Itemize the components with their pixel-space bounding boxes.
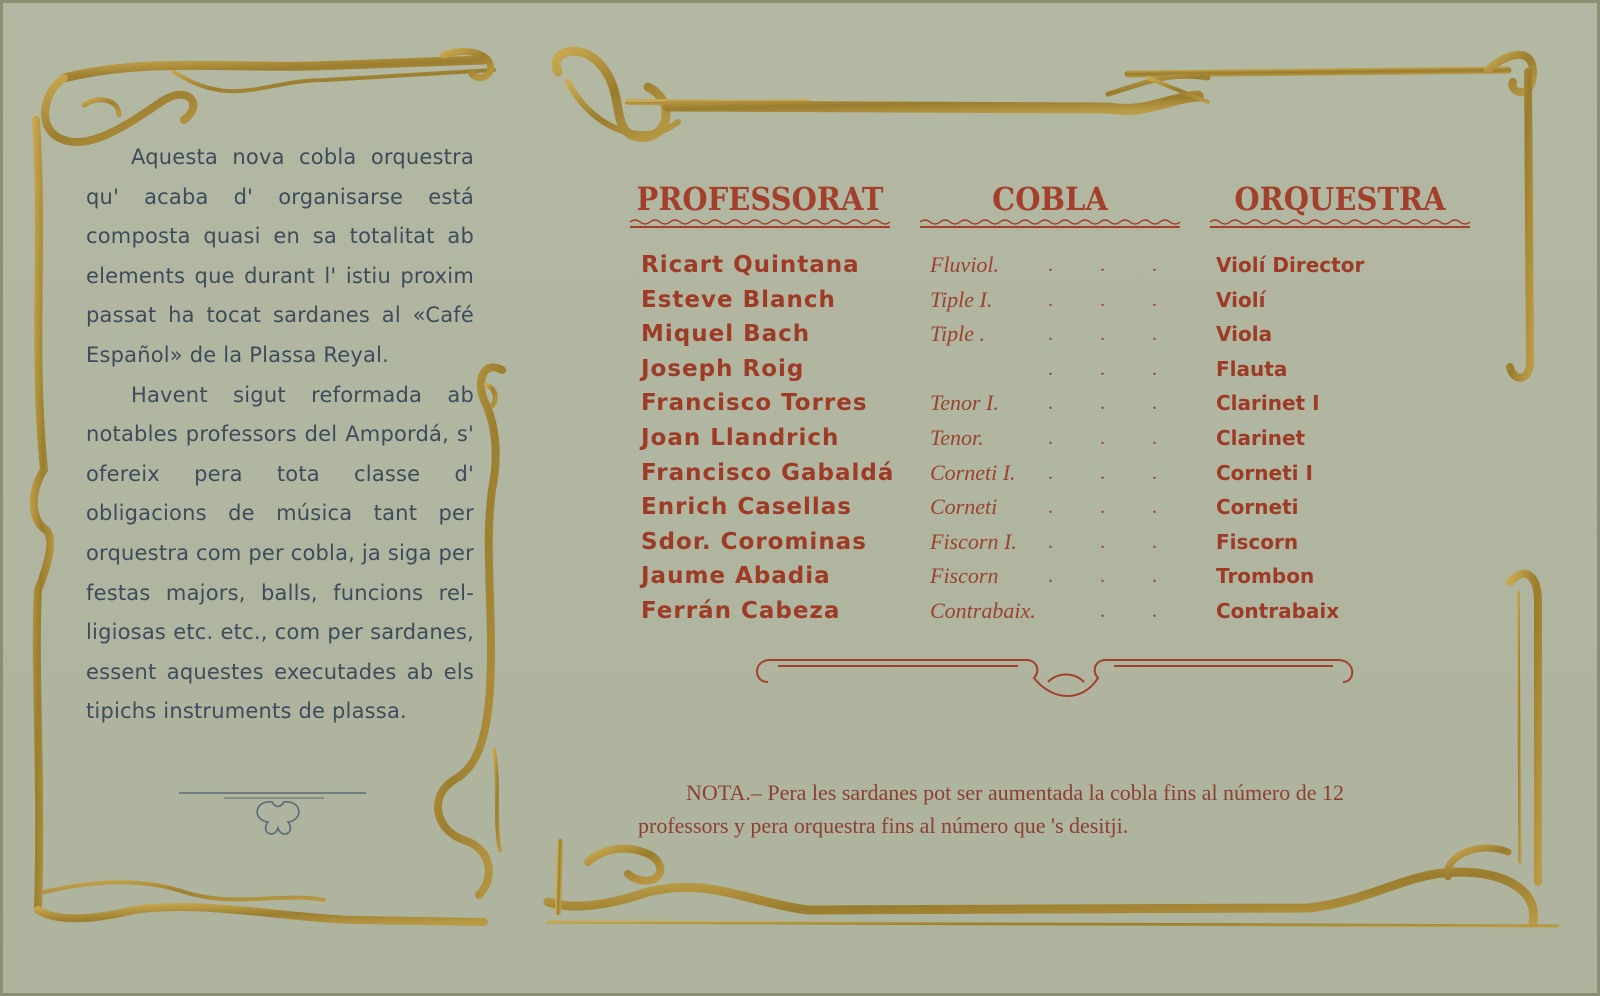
intro-text bbox=[86, 138, 474, 732]
right-panel bbox=[548, 42, 1568, 940]
intro-paragraph-1: Aquesta nova cobla orquestra qu' acaba d' organisarse está composta quasi en sa totalitat ab elements que durant l' istiu proxim passat ha tocat sardanes al «Café Español» de la Plassa Reyal. bbox=[86, 145, 474, 367]
musician-name: Jaume Abadia bbox=[641, 563, 831, 590]
table-row: Sdor. Corominas Fiscorn I. . . . Fiscorn bbox=[548, 525, 1568, 560]
musician-name: Francisco Gabaldá bbox=[641, 459, 895, 486]
musician-name: Enrich Casellas bbox=[641, 494, 852, 521]
musician-table bbox=[548, 248, 1568, 629]
cobla-instrument: Corneti I. bbox=[930, 459, 1016, 485]
musician-name: Ricart Quintana bbox=[641, 252, 860, 278]
table-row: Ricart Quintana Fluviol. . . . Violí Director bbox=[548, 248, 1568, 283]
footnote-line-2: professors y pera orquestra fins al número que 's desitji. bbox=[638, 813, 1129, 838]
musician-name: Joseph Roig bbox=[641, 355, 805, 382]
header-professorat: PROFESSORAT bbox=[630, 174, 890, 228]
header-orquestra: ORQUESTRA bbox=[1210, 174, 1470, 228]
orquestra-instrument: Violí bbox=[1216, 287, 1266, 312]
orquestra-instrument: Violí Director bbox=[1216, 253, 1365, 277]
header-cobla: COBLA bbox=[920, 174, 1180, 228]
table-row: Esteve Blanch Tiple I. . . . Violí bbox=[548, 283, 1568, 318]
orquestra-instrument: Fiscorn bbox=[1216, 529, 1299, 554]
orquestra-instrument: Trombon bbox=[1216, 564, 1315, 589]
table-row: Francisco Gabaldá Corneti I. . . . Corneti I bbox=[548, 456, 1568, 491]
footnote bbox=[638, 776, 1488, 842]
cobla-instrument: Tiple I. bbox=[930, 286, 993, 312]
cobla-instrument: Fluviol. bbox=[930, 252, 1000, 277]
cobla-instrument: Tiple . bbox=[930, 321, 986, 347]
orquestra-instrument: Corneti bbox=[1216, 495, 1299, 520]
cobla-instrument: Tenor. bbox=[930, 424, 984, 450]
musician-name: Esteve Blanch bbox=[641, 286, 836, 313]
orquestra-instrument: Flauta bbox=[1216, 356, 1288, 381]
orquestra-instrument: Viola bbox=[1216, 322, 1273, 347]
table-row: Joan Llandrich Tenor. . . . Clarinet bbox=[548, 421, 1568, 456]
table-row: Jaume Abadia Fiscorn . . . Trombon bbox=[548, 559, 1568, 594]
musician-name: Sdor. Corominas bbox=[641, 528, 867, 555]
footnote-line-1: NOTA.– Pera les sardanes pot ser aumentada la cobla fins al número de 12 bbox=[686, 780, 1345, 805]
intro-paragraph-2: Havent sigut reformada ab notables professors del Ampordá, s' ofereix pera tota classe d' obligacions de música tant per orquestra com per cobla, ja siga per festas majors, balls, funcions rel-ligiosas etc. etc., com per sardanes, essent aquestes executades ab els tipichs instruments de plassa. bbox=[86, 382, 474, 724]
musician-name: Ferrán Cabeza bbox=[641, 597, 841, 624]
cobla-instrument: Fiscorn I. bbox=[930, 528, 1017, 554]
orquestra-instrument: Contrabaix bbox=[1216, 598, 1340, 623]
table-row: Joseph Roig . . . Flauta bbox=[548, 352, 1568, 387]
table-row: Enrich Casellas Corneti . . . Corneti bbox=[548, 490, 1568, 525]
table-row: Miquel Bach Tiple . . . . Viola bbox=[548, 317, 1568, 352]
orquestra-instrument: Clarinet bbox=[1216, 425, 1306, 450]
cobla-instrument: Tenor I. bbox=[930, 390, 999, 416]
musician-name: Francisco Torres bbox=[641, 390, 868, 417]
orquestra-instrument: Clarinet I bbox=[1216, 391, 1320, 416]
musician-name: Joan Llandrich bbox=[641, 424, 840, 451]
orquestra-instrument: Corneti I bbox=[1216, 460, 1313, 485]
cobla-instrument: Fiscorn bbox=[930, 563, 999, 589]
table-row: Francisco Torres Tenor I. . . . Clarinet I bbox=[548, 386, 1568, 421]
left-panel bbox=[24, 50, 502, 940]
musician-name: Miquel Bach bbox=[641, 321, 811, 348]
cobla-instrument: Contrabaix. bbox=[930, 597, 1036, 623]
table-row: Ferrán Cabeza Contrabaix. . . Contrabaix bbox=[548, 594, 1568, 629]
cobla-instrument: Corneti bbox=[930, 494, 998, 520]
